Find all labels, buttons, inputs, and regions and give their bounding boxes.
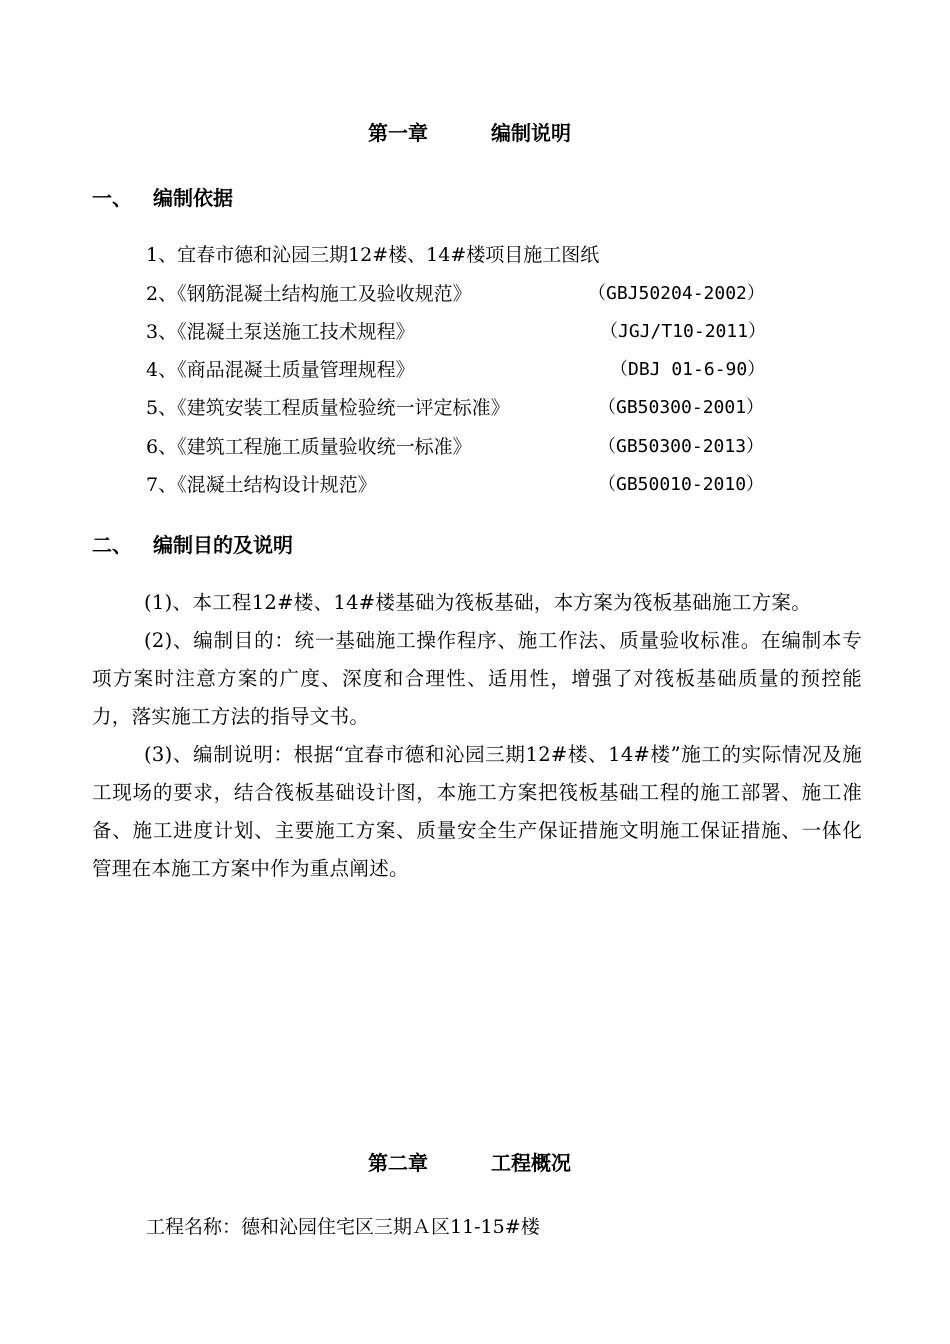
- reference-code: （GB50300-2013）: [598, 436, 765, 457]
- reference-title: 1、宜春市德和沁园三期12#楼、14#楼项目施工图纸: [146, 244, 600, 266]
- section-1-heading: [92, 185, 233, 211]
- reference-code: （JGJ/T10-2011）: [600, 321, 767, 342]
- reference-code: （DBJ 01-6-90）: [610, 359, 766, 380]
- reference-title: 5、《建筑安装工程质量检验统一评定标准》: [146, 397, 510, 419]
- reference-item: [146, 281, 472, 307]
- reference-title: 4、《商品混凝土质量管理规程》: [146, 359, 415, 381]
- reference-code: （GB50300-2001）: [598, 397, 765, 418]
- reference-item: [146, 357, 415, 383]
- reference-code: （GB50010-2010）: [598, 474, 765, 495]
- chapter-2-title: 工程概况: [490, 1151, 571, 1175]
- reference-item: [146, 395, 510, 421]
- paragraph: (2)、编制目的：统一基础施工操作程序、施工作法、质量验收标准。在编制本专项方案时注意方案的广度、深度和合理性、适用性，增强了对筏板基础质量的预控能力，落实施工方法的指导文书。: [92, 629, 862, 728]
- chapter-1-title: 编制说明: [490, 121, 571, 145]
- paragraph: (1)、本工程12#楼、14#楼基础为筏板基础，本方案为筏板基础施工方案。: [144, 591, 812, 614]
- reference-title: 2、《钢筋混凝土结构施工及验收规范》: [146, 283, 472, 305]
- chapter-2-heading: [368, 1150, 571, 1176]
- reference-item: [146, 242, 599, 268]
- reference-item: [146, 319, 415, 345]
- project-name-line: 工程名称：德和沁园住宅区三期Ａ区11-15#楼: [146, 1216, 540, 1238]
- chapter-1-number: 第一章: [368, 121, 428, 145]
- paragraph: (3)、编制说明：根据“宜春市德和沁园三期12#楼、14#楼”施工的实际情况及施工现场的要求，结合筏板基础设计图，本施工方案把筏板基础工程的施工部署、施工准备、施工进度计划、主要施工方案、质量安全生产保证措施文明施工保证措施、一体化管理在本施工方案中作为重点阐述。: [92, 743, 862, 880]
- section-1-title: 编制依据: [152, 186, 233, 210]
- reference-title: 7、《混凝土结构设计规范》: [146, 474, 377, 496]
- reference-item: [146, 434, 472, 460]
- chapter-1-heading: [368, 120, 571, 146]
- reference-title: 3、《混凝土泵送施工技术规程》: [146, 321, 415, 343]
- reference-code: （GBJ50204-2002）: [588, 283, 765, 304]
- section-2-heading: [92, 532, 293, 558]
- section-1-number: 一、: [92, 186, 132, 210]
- reference-item: [146, 472, 377, 498]
- section-2-title: 编制目的及说明: [152, 533, 293, 557]
- reference-title: 6、《建筑工程施工质量验收统一标准》: [146, 436, 472, 458]
- section-2-number: 二、: [92, 533, 132, 557]
- chapter-2-number: 第二章: [368, 1151, 428, 1175]
- section-2-body: [92, 584, 862, 888]
